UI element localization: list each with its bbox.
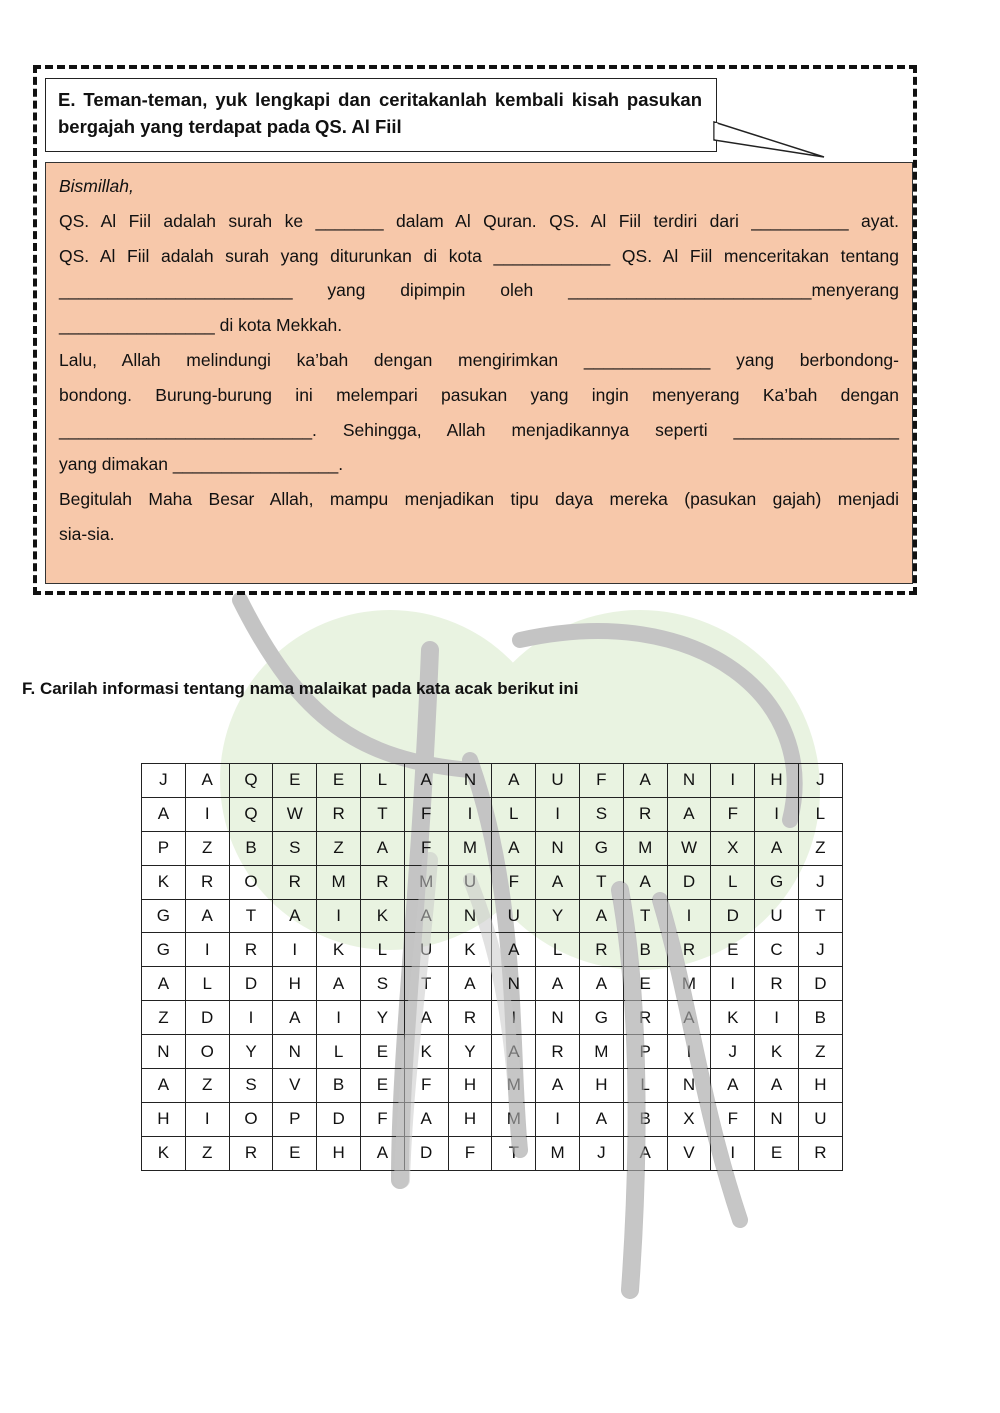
grid-cell[interactable]: A — [579, 967, 623, 1001]
grid-cell[interactable]: J — [798, 933, 842, 967]
section-e-heading-text: E. Teman-teman, yuk lengkapi dan ceritakanlah kembali kisah pasukan bergajah yang terdapat pada QS. Al Fiil — [58, 89, 702, 137]
grid-cell[interactable]: S — [579, 797, 623, 831]
grid-cell[interactable]: F — [711, 1102, 755, 1136]
speech-bubble-tail — [700, 100, 830, 160]
grid-cell[interactable]: F — [404, 831, 448, 865]
grid-cell[interactable]: T — [579, 865, 623, 899]
grid-cell[interactable]: H — [798, 1069, 842, 1103]
grid-cell[interactable]: L — [711, 865, 755, 899]
grid-cell[interactable]: E — [360, 1069, 404, 1103]
grid-cell[interactable]: T — [229, 899, 273, 933]
grid-row — [142, 1069, 843, 1103]
grid-cell[interactable]: R — [755, 967, 799, 1001]
grid-cell[interactable]: Z — [317, 831, 361, 865]
grid-cell[interactable]: H — [579, 1069, 623, 1103]
grid-cell[interactable]: H — [448, 1069, 492, 1103]
story-line-conclusion: Begitulah Maha Besar Allah, mampu menjadikan tipu daya mereka (pasukan gajah) menjadi — [59, 489, 899, 510]
grid-row — [142, 899, 843, 933]
grid-cell[interactable]: J — [798, 764, 842, 798]
grid-cell[interactable]: H — [142, 1102, 186, 1136]
grid-cell[interactable]: A — [142, 797, 186, 831]
grid-cell[interactable]: L — [623, 1069, 667, 1103]
grid-cell[interactable]: R — [360, 865, 404, 899]
grid-cell[interactable]: N — [755, 1102, 799, 1136]
grid-cell[interactable]: C — [755, 933, 799, 967]
grid-cell[interactable]: R — [667, 933, 711, 967]
grid-cell[interactable]: I — [755, 1001, 799, 1035]
grid-cell[interactable]: A — [404, 1102, 448, 1136]
grid-cell[interactable]: Z — [185, 831, 229, 865]
grid-cell[interactable]: D — [229, 967, 273, 1001]
story-line-city: QS. Al Fiil adalah surah yang diturunkan di kota ____________ QS. Al Fiil menceritakan tentang — [59, 245, 899, 266]
grid-cell[interactable]: N — [667, 764, 711, 798]
grid-cell[interactable]: T — [798, 899, 842, 933]
grid-cell[interactable]: I — [711, 1136, 755, 1170]
grid-cell[interactable]: Z — [798, 831, 842, 865]
grid-cell[interactable]: A — [667, 1001, 711, 1035]
grid-cell[interactable]: M — [492, 1102, 536, 1136]
grid-cell[interactable]: I — [667, 899, 711, 933]
grid-cell[interactable]: A — [536, 865, 580, 899]
grid-cell[interactable]: D — [185, 1001, 229, 1035]
grid-cell[interactable]: I — [536, 1102, 580, 1136]
grid-cell[interactable]: A — [755, 831, 799, 865]
grid-cell[interactable]: O — [185, 1035, 229, 1069]
grid-cell[interactable]: N — [273, 1035, 317, 1069]
grid-cell[interactable]: M — [536, 1136, 580, 1170]
grid-cell[interactable]: A — [579, 1102, 623, 1136]
grid-cell[interactable]: U — [798, 1102, 842, 1136]
grid-cell[interactable]: A — [142, 967, 186, 1001]
grid-cell[interactable]: F — [711, 797, 755, 831]
grid-cell[interactable]: G — [142, 933, 186, 967]
grid-cell[interactable]: H — [273, 967, 317, 1001]
grid-cell[interactable]: A — [492, 831, 536, 865]
grid-cell[interactable]: I — [448, 797, 492, 831]
grid-cell[interactable]: O — [229, 1102, 273, 1136]
section-e-heading — [45, 78, 717, 152]
grid-row — [142, 797, 843, 831]
story-line-surah-number: QS. Al Fiil adalah surah ke _______ dalam Al Quran. QS. Al Fiil terdiri dari __________ ayat. — [59, 210, 899, 231]
grid-row — [142, 1102, 843, 1136]
grid-cell[interactable]: G — [142, 899, 186, 933]
grid-cell[interactable]: E — [360, 1035, 404, 1069]
grid-cell[interactable]: U — [492, 899, 536, 933]
grid-cell[interactable]: Z — [142, 1001, 186, 1035]
grid-cell[interactable]: N — [142, 1035, 186, 1069]
grid-cell[interactable]: O — [229, 865, 273, 899]
grid-cell[interactable]: S — [273, 831, 317, 865]
grid-cell[interactable]: A — [536, 1069, 580, 1103]
grid-cell[interactable]: E — [711, 933, 755, 967]
grid-cell[interactable]: P — [142, 831, 186, 865]
grid-cell[interactable]: K — [142, 865, 186, 899]
grid-cell[interactable]: P — [273, 1102, 317, 1136]
grid-cell[interactable]: H — [317, 1136, 361, 1170]
grid-cell[interactable]: A — [623, 1136, 667, 1170]
grid-cell[interactable]: A — [142, 1069, 186, 1103]
grid-cell[interactable]: K — [142, 1136, 186, 1170]
grid-cell[interactable]: N — [492, 967, 536, 1001]
grid-cell[interactable]: J — [798, 865, 842, 899]
grid-cell[interactable]: H — [755, 764, 799, 798]
grid-cell[interactable]: R — [273, 865, 317, 899]
grid-cell[interactable]: D — [317, 1102, 361, 1136]
grid-row — [142, 1001, 843, 1035]
grid-cell[interactable]: N — [536, 831, 580, 865]
grid-cell[interactable]: A — [623, 764, 667, 798]
grid-cell[interactable]: L — [492, 797, 536, 831]
grid-cell[interactable]: E — [755, 1136, 799, 1170]
grid-row — [142, 1035, 843, 1069]
grid-cell[interactable]: R — [536, 1035, 580, 1069]
grid-cell[interactable]: U — [755, 899, 799, 933]
grid-cell[interactable]: A — [404, 1001, 448, 1035]
story-line-army: ________________________ yang dipimpin oleh _________________________menyerang — [59, 280, 899, 301]
grid-cell[interactable]: A — [185, 899, 229, 933]
grid-cell[interactable]: T — [623, 899, 667, 933]
grid-cell[interactable]: A — [404, 899, 448, 933]
grid-cell[interactable]: U — [536, 764, 580, 798]
grid-cell[interactable]: A — [448, 967, 492, 1001]
grid-cell[interactable]: S — [360, 967, 404, 1001]
grid-row — [142, 967, 843, 1001]
word-search-grid — [141, 763, 843, 1171]
grid-cell[interactable]: A — [185, 764, 229, 798]
grid-cell[interactable]: R — [185, 865, 229, 899]
grid-cell[interactable]: R — [623, 797, 667, 831]
grid-cell[interactable]: F — [404, 797, 448, 831]
section-f-heading: F. Carilah informasi tentang nama malaikat pada kata acak berikut ini — [22, 679, 579, 698]
grid-cell[interactable]: A — [273, 899, 317, 933]
grid-cell[interactable]: F — [448, 1136, 492, 1170]
grid-cell[interactable]: B — [317, 1069, 361, 1103]
grid-cell[interactable]: D — [404, 1136, 448, 1170]
grid-cell[interactable]: K — [711, 1001, 755, 1035]
grid-cell[interactable]: V — [667, 1136, 711, 1170]
grid-cell[interactable]: I — [317, 899, 361, 933]
grid-row — [142, 933, 843, 967]
grid-cell[interactable]: G — [579, 1001, 623, 1035]
grid-cell[interactable]: Y — [229, 1035, 273, 1069]
story-line-greeting: Bismillah, — [59, 176, 134, 196]
grid-cell[interactable]: I — [667, 1035, 711, 1069]
grid-cell[interactable]: A — [404, 764, 448, 798]
grid-cell[interactable]: I — [492, 1001, 536, 1035]
grid-cell[interactable]: K — [448, 933, 492, 967]
grid-cell[interactable]: X — [711, 831, 755, 865]
grid-cell[interactable]: X — [667, 1102, 711, 1136]
grid-cell[interactable]: S — [229, 1069, 273, 1103]
grid-cell[interactable]: K — [360, 899, 404, 933]
grid-cell[interactable]: B — [623, 1102, 667, 1136]
grid-cell[interactable]: M — [579, 1035, 623, 1069]
grid-cell[interactable]: L — [360, 933, 404, 967]
grid-cell[interactable]: I — [185, 797, 229, 831]
grid-cell[interactable]: J — [711, 1035, 755, 1069]
grid-cell[interactable]: L — [317, 1035, 361, 1069]
grid-cell[interactable]: I — [185, 933, 229, 967]
story-line-result: __________________________. Sehingga, Allah menjadikannya seperti _________________ — [59, 419, 899, 440]
grid-cell[interactable]: R — [798, 1136, 842, 1170]
grid-cell[interactable]: U — [404, 933, 448, 967]
grid-cell[interactable]: Q — [229, 797, 273, 831]
story-line-mecca: ________________ di kota Mekkah. — [59, 315, 343, 336]
grid-cell[interactable]: F — [404, 1069, 448, 1103]
grid-cell[interactable]: E — [273, 1136, 317, 1170]
grid-cell[interactable]: T — [360, 797, 404, 831]
story-line-birds: Lalu, Allah melindungi ka’bah dengan mengirimkan _____________ yang berbondong- — [59, 349, 899, 370]
grid-cell[interactable]: D — [711, 899, 755, 933]
grid-cell[interactable]: W — [667, 831, 711, 865]
grid-cell[interactable]: L — [360, 764, 404, 798]
grid-cell[interactable]: M — [448, 831, 492, 865]
grid-cell[interactable]: R — [579, 933, 623, 967]
grid-cell[interactable]: A — [492, 764, 536, 798]
grid-cell[interactable]: B — [798, 1001, 842, 1035]
grid-cell[interactable]: A — [360, 1136, 404, 1170]
grid-cell[interactable]: G — [579, 831, 623, 865]
grid-cell[interactable]: Z — [185, 1136, 229, 1170]
grid-cell[interactable]: M — [404, 865, 448, 899]
grid-row — [142, 865, 843, 899]
grid-cell[interactable]: K — [317, 933, 361, 967]
grid-cell[interactable]: R — [448, 1001, 492, 1035]
grid-cell[interactable]: A — [755, 1069, 799, 1103]
grid-cell[interactable]: D — [798, 967, 842, 1001]
grid-cell[interactable]: D — [667, 865, 711, 899]
grid-cell[interactable]: A — [536, 967, 580, 1001]
grid-cell[interactable]: A — [492, 933, 536, 967]
grid-cell[interactable]: V — [273, 1069, 317, 1103]
grid-cell[interactable]: Z — [185, 1069, 229, 1103]
grid-cell[interactable]: A — [360, 831, 404, 865]
grid-cell[interactable]: Y — [536, 899, 580, 933]
grid-row — [142, 764, 843, 798]
grid-cell[interactable]: F — [360, 1102, 404, 1136]
grid-cell[interactable]: U — [448, 865, 492, 899]
grid-cell[interactable]: A — [579, 899, 623, 933]
grid-row — [142, 831, 843, 865]
grid-cell[interactable]: M — [623, 831, 667, 865]
grid-cell[interactable]: Y — [360, 1001, 404, 1035]
grid-cell[interactable]: Y — [448, 1035, 492, 1069]
grid-row — [142, 1136, 843, 1170]
grid-cell[interactable]: L — [536, 933, 580, 967]
grid-cell[interactable]: L — [185, 967, 229, 1001]
story-line-conclusion-end: sia-sia. — [59, 523, 115, 544]
grid-cell[interactable]: W — [273, 797, 317, 831]
grid-cell[interactable]: M — [667, 967, 711, 1001]
grid-cell[interactable]: N — [448, 764, 492, 798]
story-answer-box — [45, 162, 913, 584]
grid-cell[interactable]: M — [317, 865, 361, 899]
grid-cell[interactable]: F — [492, 865, 536, 899]
grid-cell[interactable]: G — [755, 865, 799, 899]
grid-cell[interactable]: A — [317, 967, 361, 1001]
grid-cell[interactable]: E — [273, 764, 317, 798]
grid-cell[interactable]: A — [623, 865, 667, 899]
grid-cell[interactable]: I — [755, 797, 799, 831]
grid-cell[interactable]: A — [667, 797, 711, 831]
grid-cell[interactable]: N — [667, 1069, 711, 1103]
grid-cell[interactable]: A — [273, 1001, 317, 1035]
grid-cell[interactable]: T — [404, 967, 448, 1001]
grid-cell[interactable]: T — [492, 1136, 536, 1170]
grid-cell[interactable]: L — [798, 797, 842, 831]
grid-cell[interactable]: E — [317, 764, 361, 798]
grid-cell[interactable]: N — [536, 1001, 580, 1035]
grid-cell[interactable]: I — [273, 933, 317, 967]
grid-cell[interactable]: Z — [798, 1035, 842, 1069]
grid-cell[interactable]: I — [711, 764, 755, 798]
grid-cell[interactable]: K — [755, 1035, 799, 1069]
grid-cell[interactable]: N — [448, 899, 492, 933]
grid-cell[interactable]: A — [711, 1069, 755, 1103]
grid-cell[interactable]: I — [185, 1102, 229, 1136]
grid-cell[interactable]: F — [579, 764, 623, 798]
grid-cell[interactable]: P — [623, 1035, 667, 1069]
grid-cell[interactable]: I — [536, 797, 580, 831]
grid-cell[interactable]: R — [229, 933, 273, 967]
grid-cell[interactable]: R — [229, 1136, 273, 1170]
grid-cell[interactable]: R — [623, 1001, 667, 1035]
grid-cell[interactable]: A — [492, 1035, 536, 1069]
story-line-eaten: yang dimakan _________________. — [59, 454, 344, 475]
grid-cell[interactable]: E — [623, 967, 667, 1001]
grid-cell[interactable]: M — [492, 1069, 536, 1103]
grid-cell[interactable]: I — [711, 967, 755, 1001]
grid-cell[interactable]: K — [404, 1035, 448, 1069]
grid-cell[interactable]: J — [142, 764, 186, 798]
grid-cell[interactable]: B — [623, 933, 667, 967]
grid-cell[interactable]: I — [317, 1001, 361, 1035]
grid-cell[interactable]: R — [317, 797, 361, 831]
grid-cell[interactable]: I — [229, 1001, 273, 1035]
grid-cell[interactable]: J — [579, 1136, 623, 1170]
grid-cell[interactable]: B — [229, 831, 273, 865]
grid-cell[interactable]: Q — [229, 764, 273, 798]
story-line-attack: bondong. Burung-burung ini melempari pasukan yang ingin menyerang Ka’bah dengan — [59, 384, 899, 405]
grid-cell[interactable]: H — [448, 1102, 492, 1136]
